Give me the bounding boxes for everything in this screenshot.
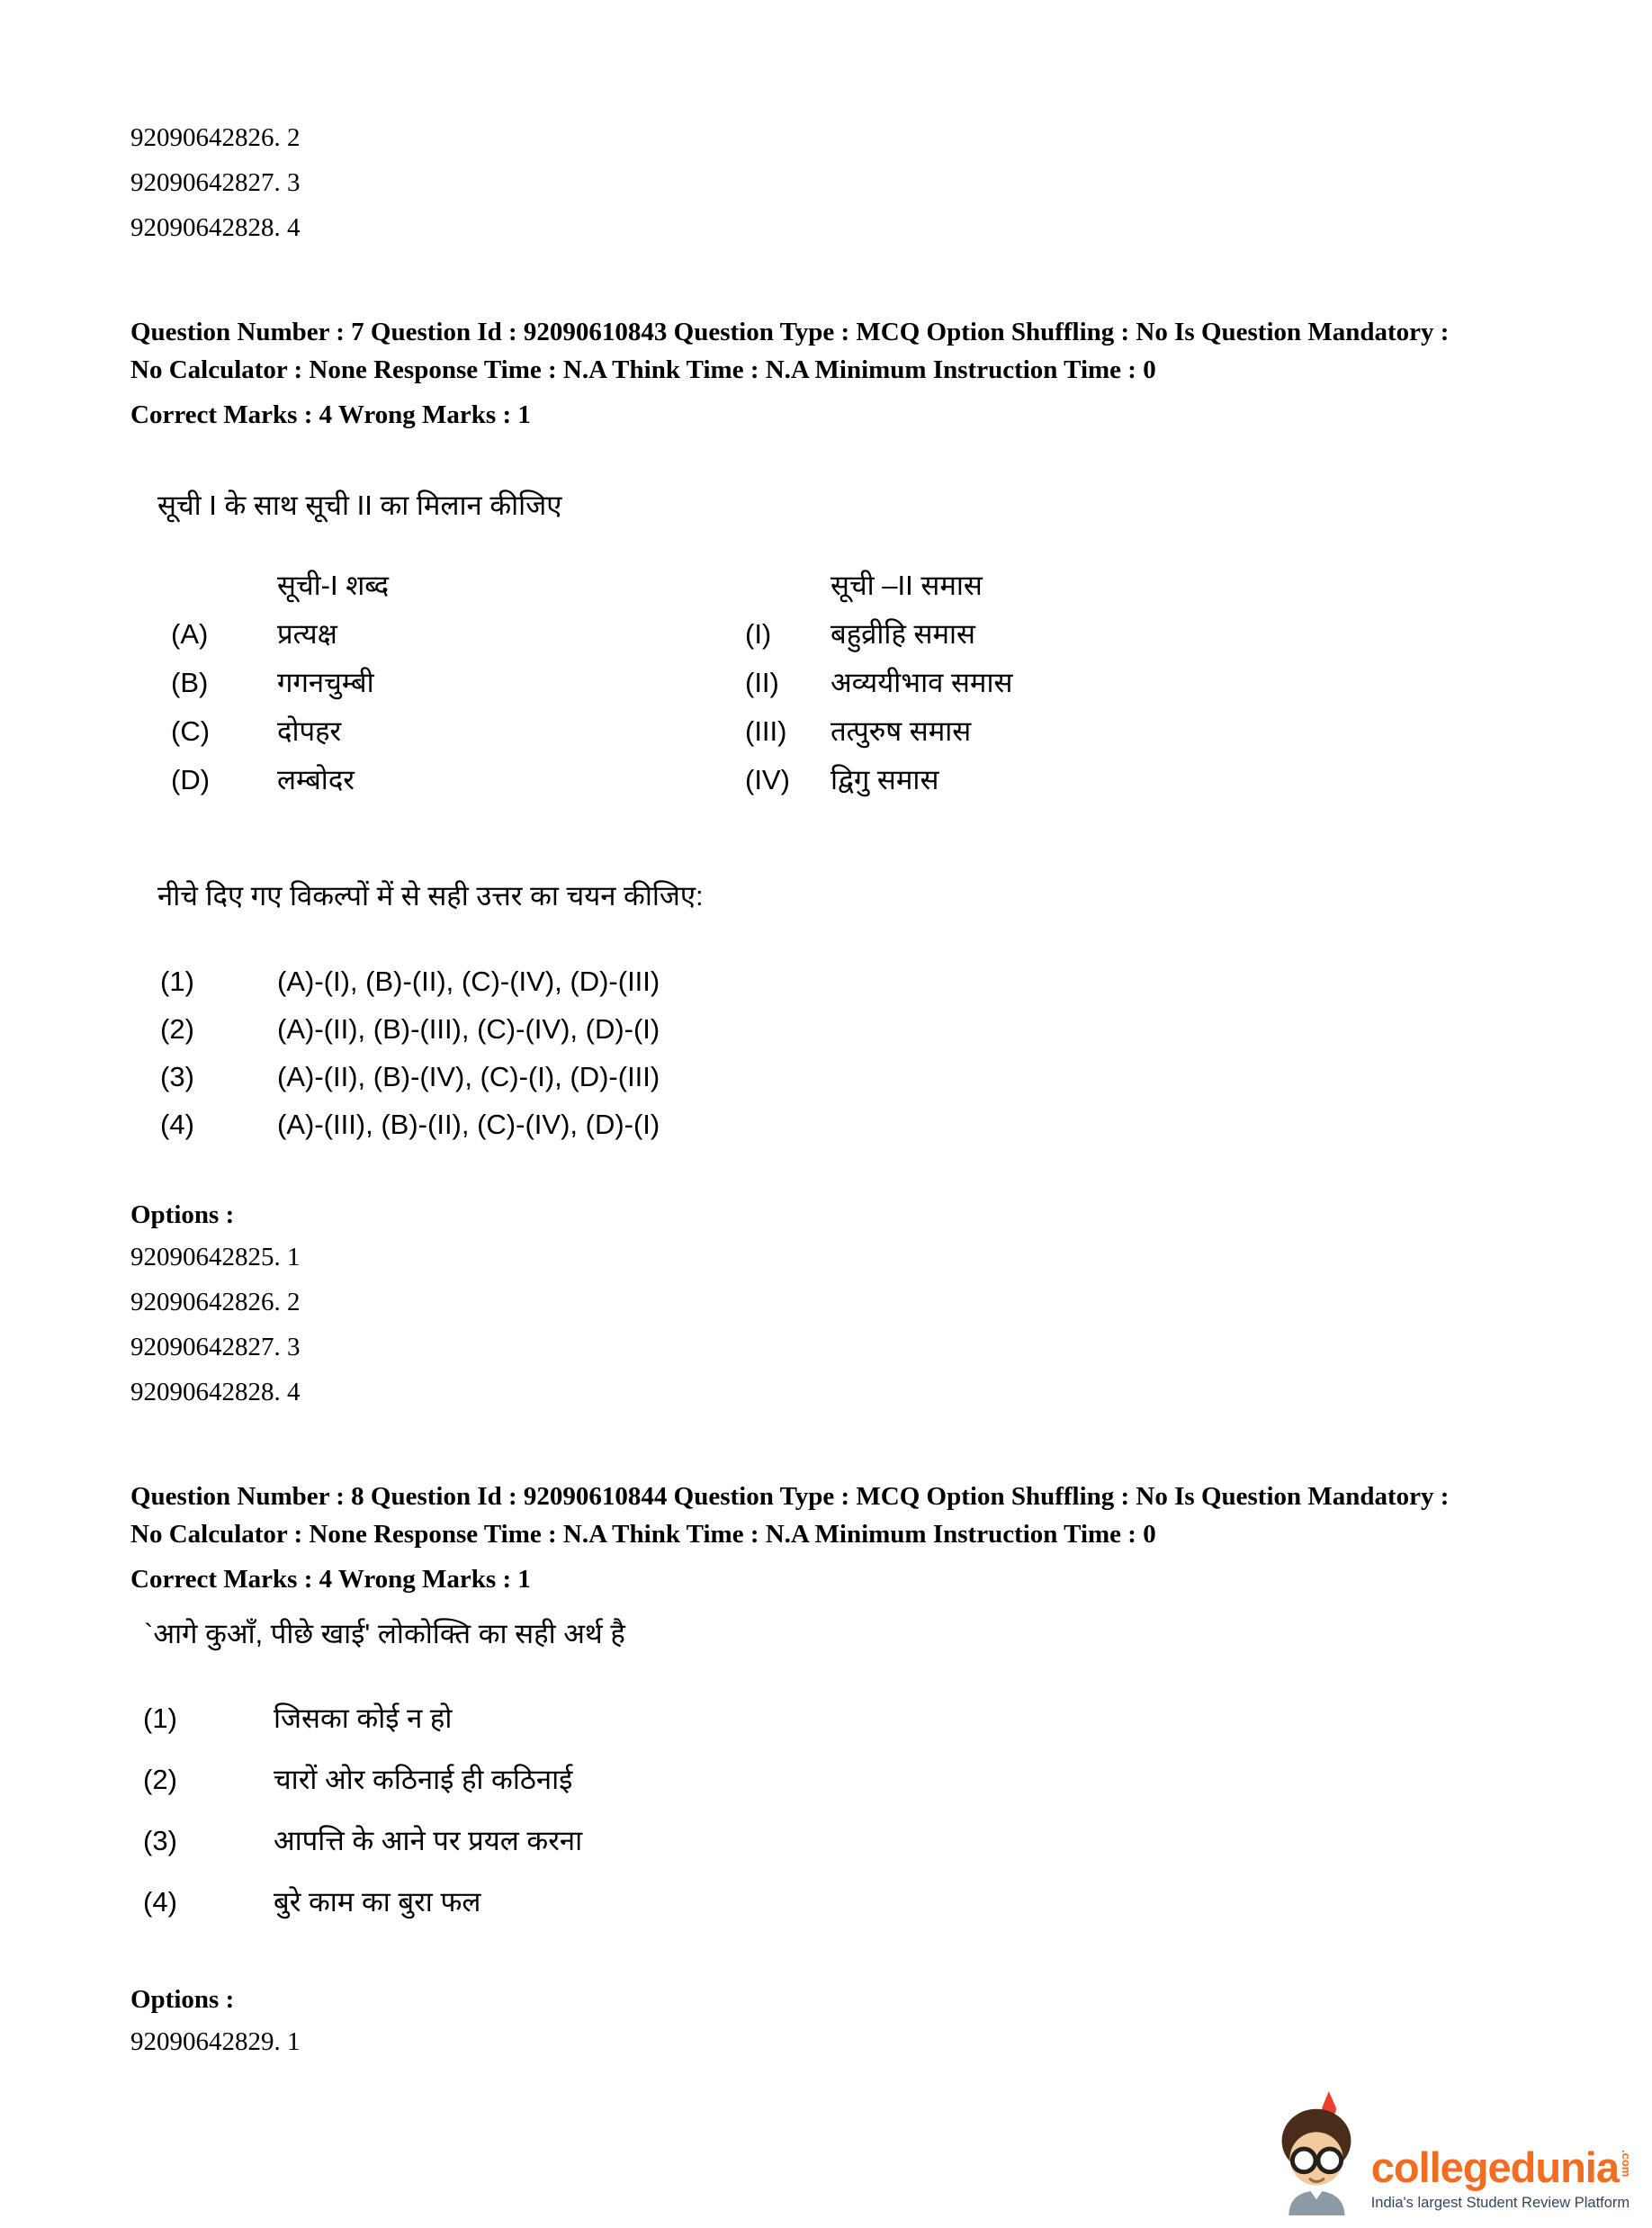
right-text: बहुव्रीहि समास [830,618,976,650]
question-7-prompt: सूची I के साथ सूची II का मिलान कीजिए [157,490,562,521]
right-text: अव्ययीभाव समास [830,667,1013,698]
option-id-line: 92090642825. 1 [130,1243,301,1271]
right-label: (III) [745,715,787,747]
choice-text: (A)-(II), (B)-(III), (C)-(IV), (D)-(I) [277,1013,660,1045]
choice-number: (4) [143,1886,177,1918]
choice-text: बुरे काम का बुरा फल [274,1886,481,1918]
question-8-metadata: Question Number : 8 Question Id : 92090610844 Question Type : MCQ Option Shuffling : No Is Question Mandatory : No Calculator : None Response Time : N.A Think Time : N.A Minimum Instruction Time : 0 [130,1482,1450,1549]
collegedunia-logo [1272,2091,1632,2215]
brand-suffix: .com [1620,2150,1633,2178]
question-8-prompt: `आगे कुआँ, पीछे खाई' लोकोक्ति का सही अर्थ है [144,1618,625,1649]
match-row [171,756,1652,804]
choice-number: (1) [143,1702,177,1734]
option-id-line: 92090642829. 1 [130,2027,301,2056]
choice-number: (3) [160,1061,194,1092]
choice-row [130,1053,1652,1101]
right-label: (IV) [745,764,790,795]
list1-header: सूची-I शब्द [277,570,390,601]
choice-text: जिसका कोई न हो [274,1702,453,1734]
choice-text: (A)-(III), (B)-(II), (C)-(IV), (D)-(I) [277,1109,660,1140]
match-table-header [171,561,1652,610]
choice-text: (A)-(II), (B)-(IV), (C)-(I), (D)-(III) [277,1061,660,1092]
question-8-option-ids [130,2019,1652,2064]
right-label: (I) [745,618,772,650]
choice-number: (4) [160,1109,194,1140]
left-label: (A) [171,618,209,650]
match-row [171,659,1652,707]
options-label: Options : [130,1200,235,1229]
left-text: दोपहर [277,715,342,747]
choice-row [130,1688,1652,1749]
left-text: गगनचुम्बी [277,667,374,698]
choice-text: (A)-(I), (B)-(II), (C)-(IV), (D)-(III) [277,966,660,997]
question-7-instruction: नीचे दिए गए विकल्पों में से सही उत्तर का चयन कीजिए: [157,880,704,912]
option-id-line: 92090642827. 3 [130,1333,301,1361]
collegedunia-mascot-icon [1272,2091,1362,2215]
question-8-marks: Correct Marks : 4 Wrong Marks : 1 [130,1565,531,1594]
choice-row [130,1101,1652,1148]
right-text: तत्पुरुष समास [830,715,972,747]
left-label: (C) [171,715,211,747]
option-id-line: 92090642828. 4 [130,1378,301,1406]
right-text: द्विगु समास [830,764,939,795]
choice-row [130,957,1652,1005]
left-text: लम्बोदर [277,764,355,795]
choice-number: (2) [160,1013,194,1045]
collegedunia-brand-text [1370,2143,1633,2215]
choice-row [130,1872,1652,1933]
choice-number: (2) [143,1764,177,1795]
brand-name: collegedunia [1370,2143,1619,2191]
options-label: Options : [130,1985,235,2014]
option-id-line: 92090642826. 2 [130,123,301,152]
previous-options-list [130,115,1652,250]
question-7-metadata: Question Number : 7 Question Id : 92090610843 Question Type : MCQ Option Shuffling : No Is Question Mandatory : No Calculator : None Response Time : N.A Think Time : N.A Minimum Instruction Time : 0 [130,318,1450,384]
right-label: (II) [745,667,779,698]
question-8-choices [130,1688,1652,1933]
question-7-option-ids [130,1235,1652,1415]
option-id-line: 92090642828. 4 [130,213,301,242]
choice-number: (1) [160,966,194,997]
left-label: (D) [171,764,211,795]
match-row [171,610,1652,659]
choice-text: आपत्ति के आने पर प्रयल करना [274,1825,583,1856]
choice-row [130,1005,1652,1053]
choice-row [130,1749,1652,1810]
brand-tagline: India's largest Student Review Platform [1370,2195,1630,2211]
choice-row [130,1810,1652,1872]
match-row [171,707,1652,756]
option-id-line: 92090642826. 2 [130,1288,301,1316]
left-label: (B) [171,667,209,698]
choice-text: चारों ओर कठिनाई ही कठिनाई [274,1764,573,1795]
question-7-marks: Correct Marks : 4 Wrong Marks : 1 [130,400,531,429]
choice-number: (3) [143,1825,177,1856]
question-7-choices [130,957,1652,1148]
left-text: प्रत्यक्ष [277,618,337,650]
match-table [171,561,1652,804]
question-8-block [130,1478,1652,2064]
list2-header: सूची –II समास [830,570,983,601]
question-7-block [130,313,1652,1415]
option-id-line: 92090642827. 3 [130,168,301,197]
